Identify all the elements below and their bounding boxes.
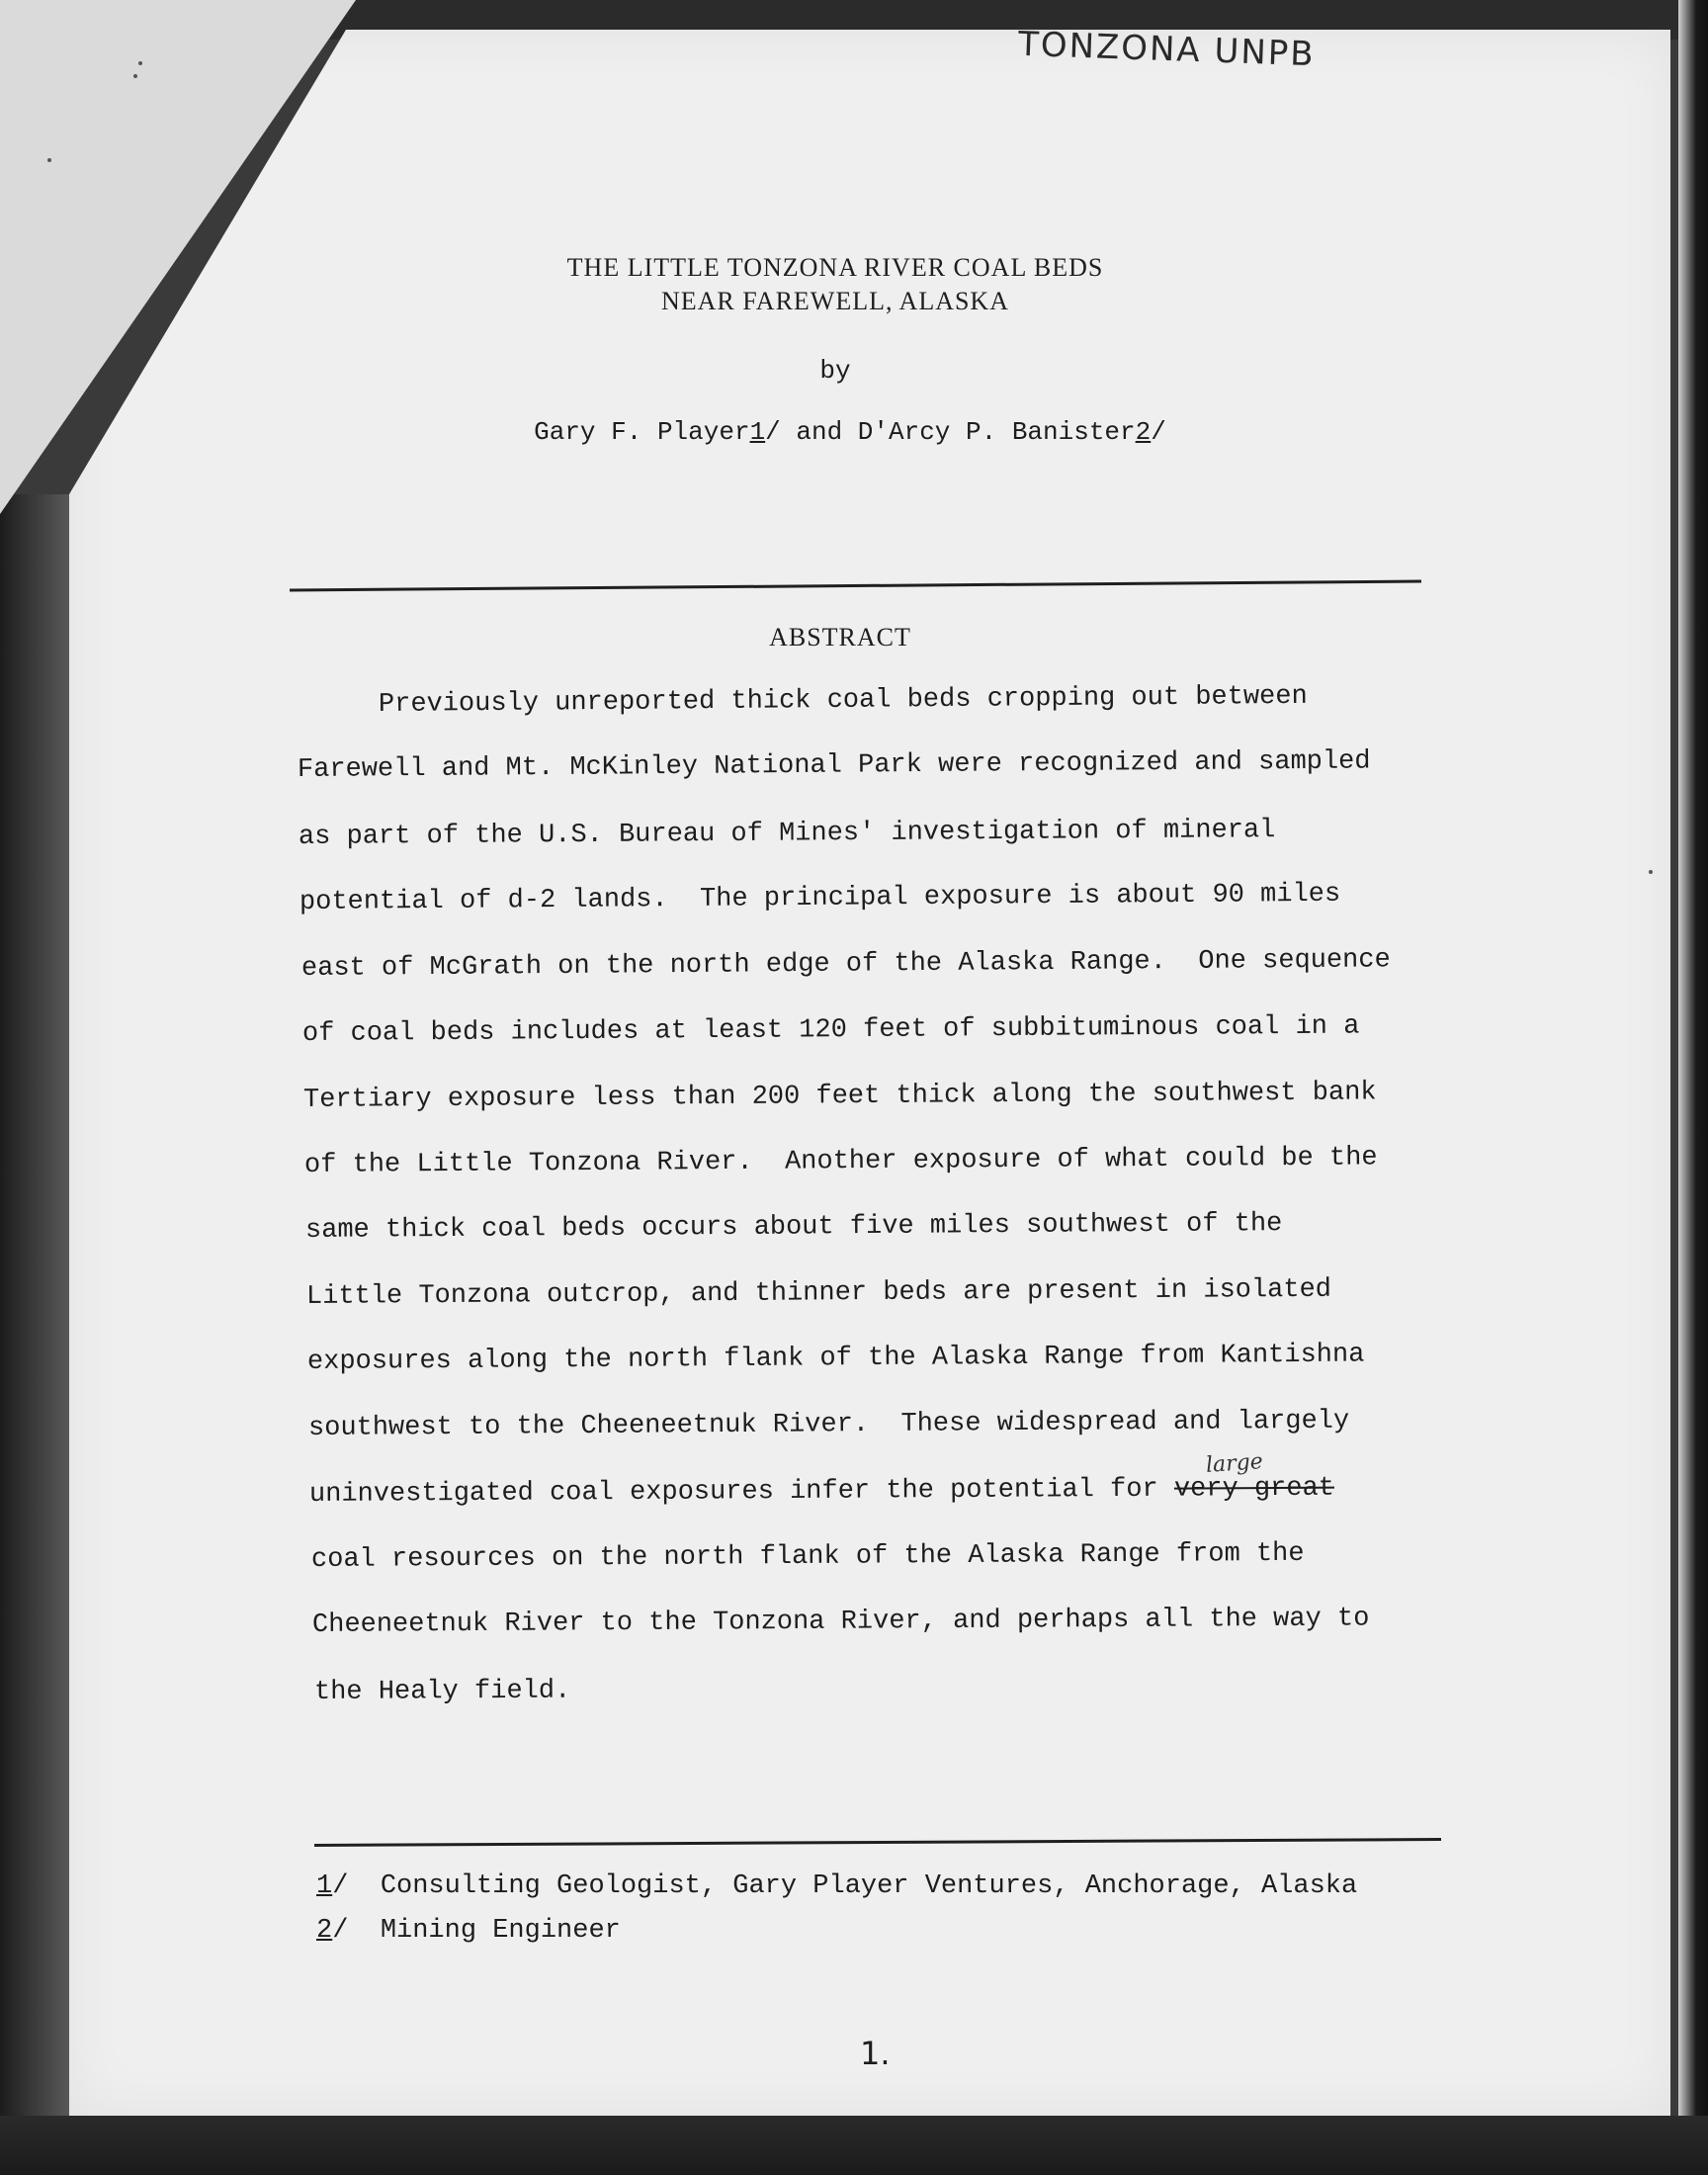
author-2-footnote-ref: 2 xyxy=(1135,417,1152,447)
author-1-name: Gary F. Player xyxy=(534,417,750,447)
author-joiner: / and D'Arcy P. Banister xyxy=(765,417,1136,447)
abstract-line: east of McGrath on the north edge of the Alaska Range. One sequence xyxy=(300,945,1391,984)
handwritten-insert: large xyxy=(1205,1449,1264,1478)
abstract-line: Little Tonzona outcrop, and thinner beds are present in isolated xyxy=(305,1274,1332,1312)
scan-backdrop-bottom xyxy=(0,2116,1708,2175)
abstract-line xyxy=(309,1474,1334,1510)
scan-speck xyxy=(133,74,137,78)
byline-by: by xyxy=(819,356,851,386)
abstract-line: Farewell and Mt. McKinley National Park were recognized and sampled xyxy=(297,746,1371,785)
struck-text: very great xyxy=(1173,1473,1335,1505)
abstract-line: same thick coal beds occurs about five miles southwest of the xyxy=(304,1209,1283,1246)
page-number: 1. xyxy=(860,2035,891,2072)
footnote-text: Mining Engineer xyxy=(380,1916,621,1946)
document-title-line-1: THE LITTLE TONZONA RIVER COAL BEDS xyxy=(566,253,1104,282)
abstract-line: Tertiary exposure less than 200 feet thick along the southwest bank xyxy=(302,1078,1377,1115)
author-2-slash: / xyxy=(1151,417,1166,447)
author-line xyxy=(0,417,1700,447)
footnote: 1/ Consulting Geologist, Gary Player Ventures, Anchorage, Alaska xyxy=(316,1871,1358,1901)
abstract-line-text: uninvestigated coal exposures infer the potential for xyxy=(308,1474,1175,1510)
abstract-line: potential of d-2 lands. The principal exposure is about 90 miles xyxy=(299,879,1341,917)
abstract-line: as part of the U.S. Bureau of Mines' investigation of mineral xyxy=(298,816,1276,852)
abstract-line: the Healy field. xyxy=(313,1676,571,1707)
footnote-text: Consulting Geologist, Gary Player Ventures, Anchorage, Alaska xyxy=(380,1871,1358,1901)
abstract-heading: ABSTRACT xyxy=(769,623,911,652)
abstract-line: of coal beds includes at least 120 feet of subbituminous coal in a xyxy=(301,1011,1360,1049)
author-1-footnote-ref: 1 xyxy=(749,417,766,447)
abstract-line: southwest to the Cheeneetnuk River. These widespread and largely xyxy=(307,1406,1350,1443)
scan-speck xyxy=(138,61,142,65)
abstract-line: exposures along the north flank of the Alaska Range from Kantishna xyxy=(306,1340,1365,1377)
document-title-line-2: NEAR FAREWELL, ALASKA xyxy=(660,287,1009,315)
footnote-marker: 2 xyxy=(316,1916,333,1946)
scan-speck xyxy=(1649,870,1653,874)
abstract-line: coal resources on the north flank of the Alaska Range from the xyxy=(310,1538,1305,1575)
abstract-line: of the Little Tonzona River. Another exposure of what could be the xyxy=(303,1143,1378,1180)
abstract-line: Previously unreported thick coal beds cropping out between xyxy=(378,681,1308,720)
handwritten-note: TONZONA UNPB xyxy=(1017,24,1317,75)
footnote-marker: 1 xyxy=(316,1871,333,1901)
document-page xyxy=(69,30,1670,2116)
scan-speck xyxy=(47,158,51,162)
abstract-line: Cheeneetnuk River to the Tonzona River, and perhaps all the way to xyxy=(311,1604,1370,1640)
scan-backdrop-right xyxy=(1678,0,1708,2175)
footnote: 2/ Mining Engineer xyxy=(316,1916,621,1946)
